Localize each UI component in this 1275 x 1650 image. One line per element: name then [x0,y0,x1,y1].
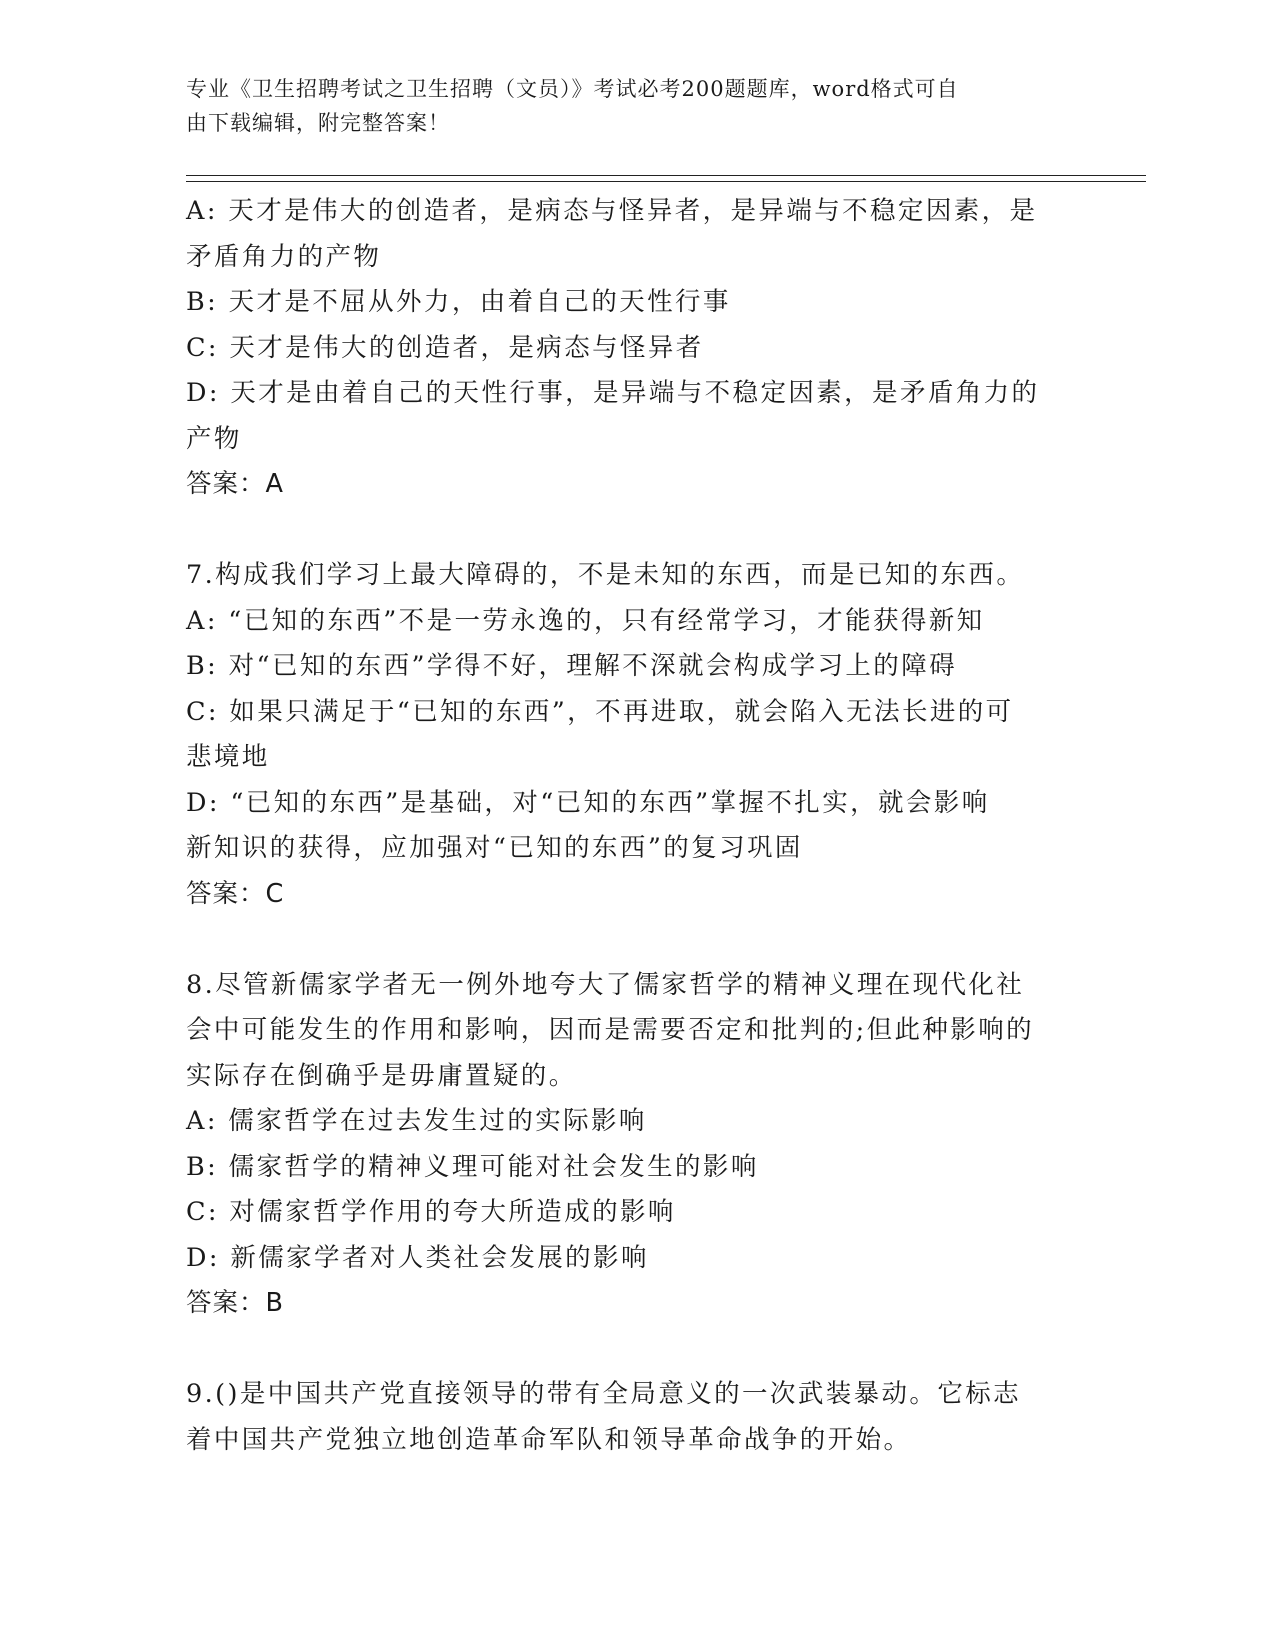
spacer [186,508,1076,554]
q6-option-a-line-2: 矛盾角力的产物 [186,241,382,272]
q8-stem-line-2: 会中可能发生的作用和影响，因而是需要否定和批判的;但此种影响的 [186,1015,1034,1045]
header-title-line-1: 专业《卫生招聘考试之卫生招聘（文员）》考试必考200题题库，word格式可自 [186,77,959,101]
q7-option-d-line-1: D: “已知的东西”是基础，对“已知的东西”掌握不扎实，就会影响 [186,787,990,818]
spacer [186,1327,1076,1373]
q6-answer: 答案：A [186,469,284,499]
q6-option-b: B: 天才是不屈从外力，由着自己的天性行事 [186,287,731,317]
q7-option-a: A: “已知的东西”不是一劳永逸的，只有经常学习，才能获得新知 [186,605,985,636]
q6-option-d-line-1: D: 天才是由着自己的天性行事，是异端与不稳定因素，是矛盾角力的 [186,378,1040,408]
header-divider-bottom [186,181,1146,182]
q8-option-b: B: 儒家哲学的精神义理可能对社会发生的影响 [186,1151,759,1182]
q7-option-c-line-1: C: 如果只满足于“已知的东西”，不再进取，就会陷入无法长进的可 [186,696,1014,727]
q7-option-b: B: 对“已知的东西”学得不好，理解不深就会构成学习上的障碍 [186,651,958,681]
q7-stem: 7.构成我们学习上最大障碍的，不是未知的东西，而是已知的东西。 [186,560,1025,590]
q7-option-c-line-2: 悲境地 [186,742,270,772]
q6-option-d-line-2: 产物 [186,423,242,454]
q8-option-a: A: 儒家哲学在过去发生过的实际影响 [186,1106,647,1136]
q8-option-c: C: 对儒家哲学作用的夸大所造成的影响 [186,1197,676,1227]
spacer [186,917,1076,963]
question-content [186,189,1076,1463]
q7-option-d-line-2: 新知识的获得，应加强对“已知的东西”的复习巩固 [186,833,803,863]
q8-stem-line-1: 8.尽管新儒家学者无一例外地夸大了儒家哲学的精神义理在现代化社 [186,969,1025,1000]
q6-option-a-line-1: A: 天才是伟大的创造者，是病态与怪异者，是异端与不稳定因素，是 [186,196,1038,226]
q7-answer: 答案：C [186,878,285,909]
q6-option-c: C: 天才是伟大的创造者，是病态与怪异者 [186,332,704,363]
q9-stem-line-2: 着中国共产党独立地创造革命军队和领导革命战争的开始。 [186,1424,912,1455]
q9-stem-line-1: 9.()是中国共产党直接领导的带有全局意义的一次武装暴动。它标志 [186,1379,1022,1409]
q8-option-d: D: 新儒家学者对人类社会发展的影响 [186,1242,649,1273]
q8-answer: 答案：B [186,1288,284,1318]
header-title-line-2: 由下载编辑，附完整答案！ [186,111,450,135]
question-7 [186,553,1076,917]
header-divider-top [186,175,1146,176]
q8-stem-line-3: 实际存在倒确乎是毋庸置疑的。 [186,1060,577,1091]
question-8 [186,963,1076,1327]
question-6 [186,189,1076,508]
document-header [186,72,1066,140]
question-9 [186,1372,1076,1463]
